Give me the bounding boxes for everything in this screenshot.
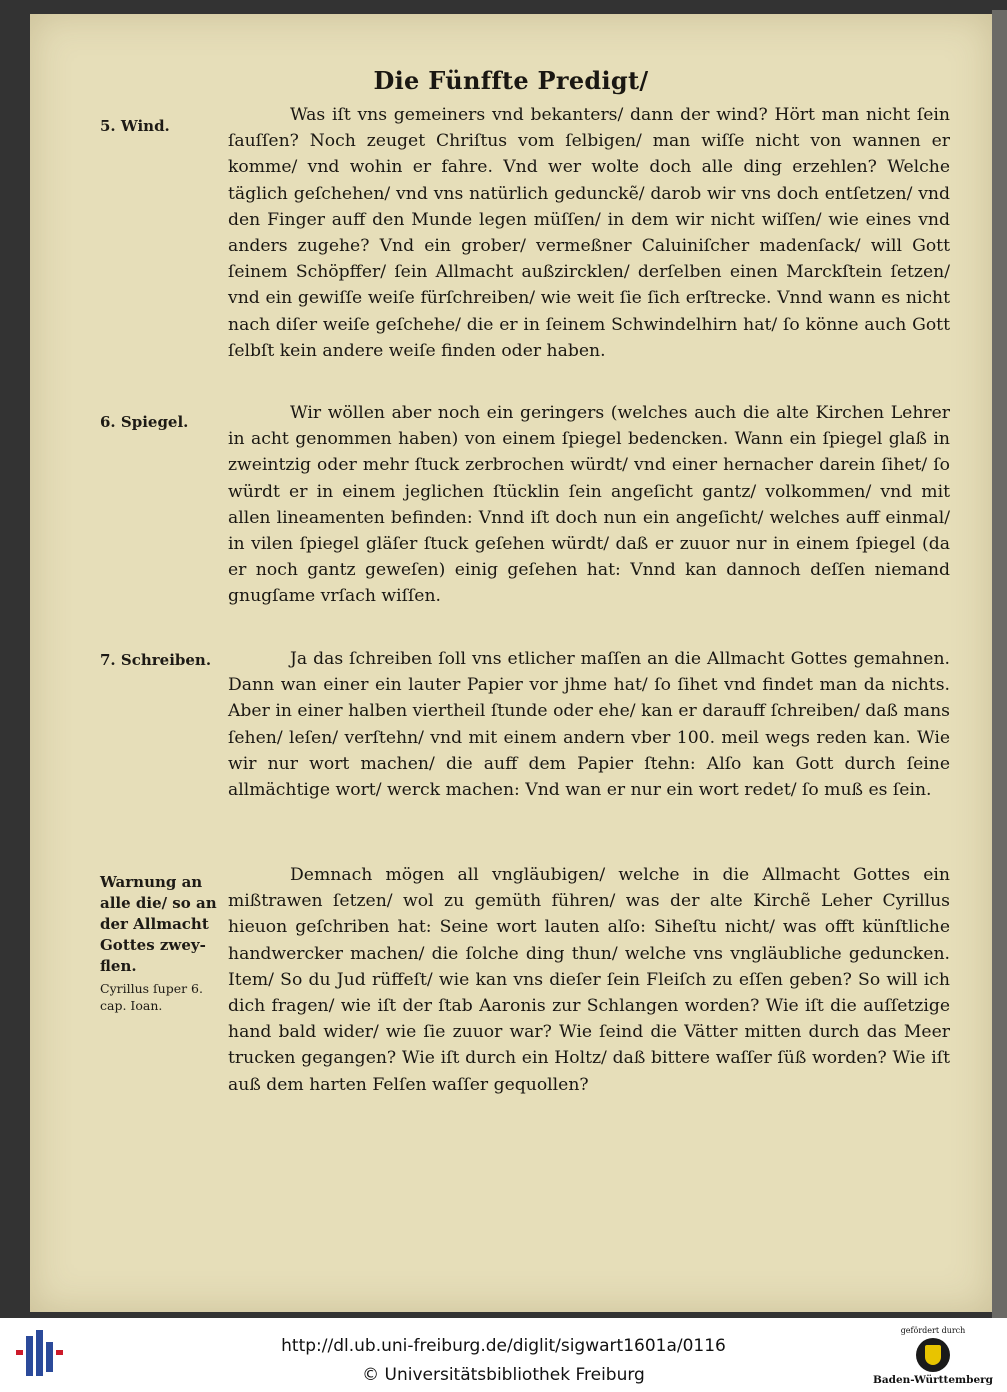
running-header: Die Fünffte Predigt/ bbox=[373, 66, 649, 95]
page-url-link[interactable]: http://dl.ub.uni-freiburg.de/diglit/sigwart1601a/0116 bbox=[281, 1336, 726, 1356]
paragraph-text: Demnach mögen all vngläubigen/ welche in die Allmacht Gottes ein mißtrawen ſetzen/ wol zu gemüth führen/ was der alte Kirchẽ Leher Cyrillus hieuon geſchriben hat: Seine wort lauten alſo: Siheſtu nicht/ was offt künſtliche handwercker machen/ die ſolche ding thun/ welche vns vngläubliche geduncken. Item/ So du Jud rüffeſt/ wie kan vns dieſer ſein Fleiſch zu eſſen geben? So will ich dich fragen/ wie iſt der ſtab Aaronis zur Schlangen worden? Wie iſt die auſſetzige hand bald wider/ wie ſie zuuor war? Wie ſeind die Vätter mitten durch das Meer trucken gegangen? Wie iſt durch ein Holtz/ daß bittere waſſer ſüß worden? Wie iſt auß dem harten Felſen waſſer gequollen? bbox=[228, 865, 950, 1095]
margin-note-line: Warnung an bbox=[100, 873, 203, 891]
paragraph-spiegel bbox=[228, 400, 950, 610]
paragraph-text: Wir wöllen aber noch ein geringers (welches auch die alte Kirchen Lehrer in acht genommen haben) von einem ſpiegel bedencken. Wann ein ſpiegel glaß in zweintzig oder mehr ſtuck zerbrochen würdt/ vnd einer hernacher darein ſihet/ ſo würdt er in einem jeglichen ſtücklin ſein angeſicht gantz/ volkommen/ vnd mit allen lineamenten befinden: Vnnd iſt doch nun ein angeſicht/ welches auff einmal/ in vilen ſpiegel gläſer ſtuck geſehen würdt/ daß er zuuor nur in einem ſpiegel (da er noch gantz geweſen) einig geſehen hat: Vnnd kan dannoch deſſen niemand gnugſame vrſach wiſſen. bbox=[228, 403, 950, 607]
page-edge bbox=[992, 10, 1007, 1318]
margin-note-line: Cyrillus ſuper 6. bbox=[100, 981, 203, 996]
margin-note-line: alle die/ so an bbox=[100, 894, 217, 912]
margin-note-line: flen. bbox=[100, 957, 137, 975]
sponsor-name: Baden-Württemberg bbox=[872, 1374, 994, 1386]
copyright-text: © Universitätsbibliothek Freiburg bbox=[362, 1365, 645, 1385]
book-page bbox=[30, 14, 992, 1312]
margin-note-warnung bbox=[100, 872, 217, 977]
coat-of-arms-icon bbox=[916, 1338, 950, 1372]
paragraph-wind bbox=[228, 102, 950, 364]
margin-note-line: der Allmacht bbox=[100, 915, 209, 933]
margin-note-line: cap. Ioan. bbox=[100, 998, 163, 1013]
sponsor-label: gefördert durch bbox=[900, 1326, 966, 1335]
paragraph-warnung bbox=[228, 862, 950, 1098]
paragraph-text: Was iſt vns gemeiners vnd bekanters/ dann der wind? Hört man nicht ſein ſauſſen? Noch zeuget Chriſtus vom ſelbigen/ man wiſſe nicht von wannen er komme/ vnd wohin er fahre. Vnd wer wolte doch alle ding erzehlen? Welche täglich geſchehen/ vnd vns natürlich gedunckẽ/ darob wir vns doch entſetzen/ vnd den Finger auff den Munde legen müſſen/ in dem wir nicht wiſſen/ wie eines vnd anders zugehe? Vnd ein grober/ vermeßner Caluiniſcher madenſack/ will Gott ſeinem Schöpffer/ ſein Allmacht außzircklen/ derſelben einen Marckſtein ſetzen/ vnd ein gewiſſe weiſe fürſchreiben/ wie weit ſie ſich erſtrecke. Vnnd wann es nicht nach diſer weiſe geſchehe/ die er in ſeinem Schwindelhirn hat/ ſo könne auch Gott ſelbſt kein andere weiſe finden oder haben. bbox=[228, 105, 950, 361]
margin-note-cyrillus bbox=[100, 980, 203, 1014]
paragraph-text: Ja das ſchreiben ſoll vns etlicher maſſen an die Allmacht Gottes gemahnen. Dann wan einer ein lauter Papier vor jhme hat/ ſo ſihet vnd findet man da nichts. Aber in einer halben viertheil ſtunde oder ehe/ kan er darauff ſchreiben/ daß mans ſehen/ leſen/ verſtehn/ vnd mit einem andern vber 100. meil wegs reden kan. Wie wir nur wort machen/ die auff dem Papier ſtehn: Alſo kan Gott durch ſeine allmächtige wort/ werck machen: Vnd wan er nur ein wort redet/ ſo muß es ſein. bbox=[228, 649, 950, 801]
sponsor-badge[interactable] bbox=[868, 1322, 998, 1390]
margin-note-spiegel: 6. Spiegel. bbox=[100, 413, 189, 431]
margin-note-schreiben: 7. Schreiben. bbox=[100, 651, 212, 669]
margin-note-wind: 5. Wind. bbox=[100, 117, 170, 135]
margin-note-line: Gottes zwey- bbox=[100, 936, 206, 954]
paragraph-schreiben bbox=[228, 646, 950, 803]
